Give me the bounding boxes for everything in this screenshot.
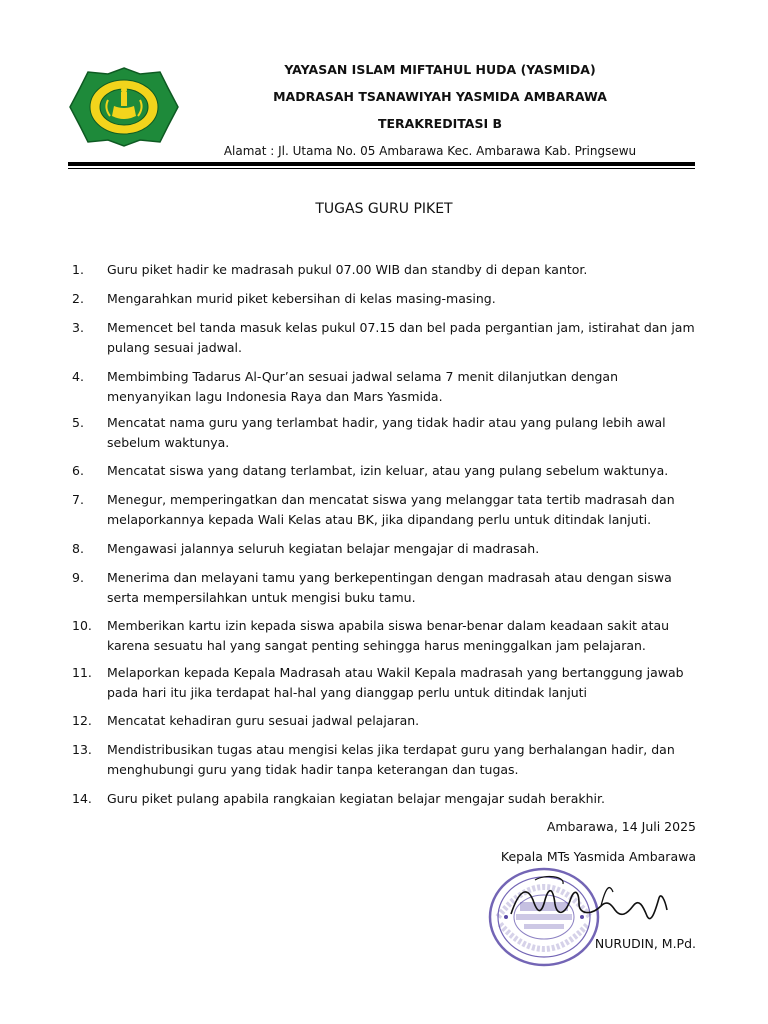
item-text: Mengawasi jalannya seluruh kegiatan belajar mengajar di madrasah. — [107, 541, 540, 556]
item-text: Guru piket pulang apabila rangkaian kegiatan belajar mengajar sudah berakhir. — [107, 791, 605, 806]
school-name: MADRASAH TSANAWIYAH YASMIDA AMBARAWA — [273, 89, 607, 104]
foundation-name: YAYASAN ISLAM MIFTAHUL HUDA (YASMIDA) — [284, 62, 596, 77]
item-text: Mengarahkan murid piket kebersihan di kelas masing-masing. — [107, 291, 496, 306]
item-number: 12. — [72, 713, 92, 728]
item-number: 6. — [72, 463, 84, 478]
document-title: TUGAS GURU PIKET — [315, 201, 453, 217]
header-divider-thin — [68, 168, 695, 169]
school-address: Alamat : Jl. Utama No. 05 Ambarawa Kec. Ambarawa Kab. Pringsewu — [223, 144, 637, 158]
item-text: Guru piket hadir ke madrasah pukul 07.00 WIB dan standby di depan kantor. — [107, 262, 588, 277]
item-text: Menerima dan melayani tamu yang berkepentingan dengan madrasah atau dengan siswa serta mempersilahkan untuk mengisi buku tamu. — [107, 570, 672, 605]
accreditation-status: TERAKREDITASI B — [377, 116, 502, 131]
header-divider-thick — [68, 162, 695, 166]
item-text: Mencatat nama guru yang terlambat hadir, yang tidak hadir atau yang pulang lebih awal sebelum waktunya. — [107, 415, 666, 450]
item-number: 9. — [72, 570, 84, 585]
item-number: 2. — [72, 291, 84, 306]
signer-name: NURUDIN, M.Pd. — [594, 936, 696, 951]
item-number: 13. — [72, 742, 92, 757]
place-date: Ambarawa, 14 Juli 2025 — [546, 819, 696, 834]
item-text: Mencatat siswa yang datang terlambat, izin keluar, atau yang pulang sebelum waktunya. — [107, 463, 669, 478]
item-number: 8. — [72, 541, 84, 556]
item-number: 3. — [72, 320, 84, 335]
item-number: 4. — [72, 369, 84, 384]
item-text: Memberikan kartu izin kepada siswa apabila siswa benar-benar dalam keadaan sakit atau karena sesuatu hal yang sangat penting sehingga harus meninggalkan jam pelajaran. — [107, 618, 670, 653]
item-number: 1. — [72, 262, 84, 277]
item-number: 14. — [72, 791, 92, 806]
item-text: Mencatat kehadiran guru sesuai jadwal pelajaran. — [107, 713, 420, 728]
item-text: Mendistribusikan tugas atau mengisi kelas jika terdapat guru yang berhalangan hadir, dan menghubungi guru yang tidak hadir tanpa keterangan dan tugas. — [107, 742, 675, 777]
item-text: Membimbing Tadarus Al-Qur’an sesuai jadwal selama 7 menit dilanjutkan dengan menyanyikan lagu Indonesia Raya dan Mars Yasmida. — [107, 369, 619, 404]
signer-position: Kepala MTs Yasmida Ambarawa — [500, 849, 696, 864]
item-number: 11. — [72, 665, 92, 680]
madrasah-emblem-icon — [68, 66, 180, 148]
handwritten-signature-icon — [505, 870, 675, 940]
item-number: 10. — [72, 618, 92, 633]
item-number: 7. — [72, 492, 84, 507]
item-text: Melaporkan kepada Kepala Madrasah atau Wakil Kepala madrasah yang bertanggung jawab pada hari itu jika terdapat hal-hal yang dianggap perlu untuk ditindak lanjuti — [107, 665, 684, 700]
item-number: 5. — [72, 415, 84, 430]
item-text: Menegur, memperingatkan dan mencatat siswa yang melanggar tata tertib madrasah dan melaporkannya kepada Wali Kelas atau BK, jika dipandang perlu untuk ditindak lanjuti. — [107, 492, 675, 527]
item-text: Memencet bel tanda masuk kelas pukul 07.15 dan bel pada pergantian jam, istirahat dan jam pulang sesuai jadwal. — [107, 320, 695, 355]
